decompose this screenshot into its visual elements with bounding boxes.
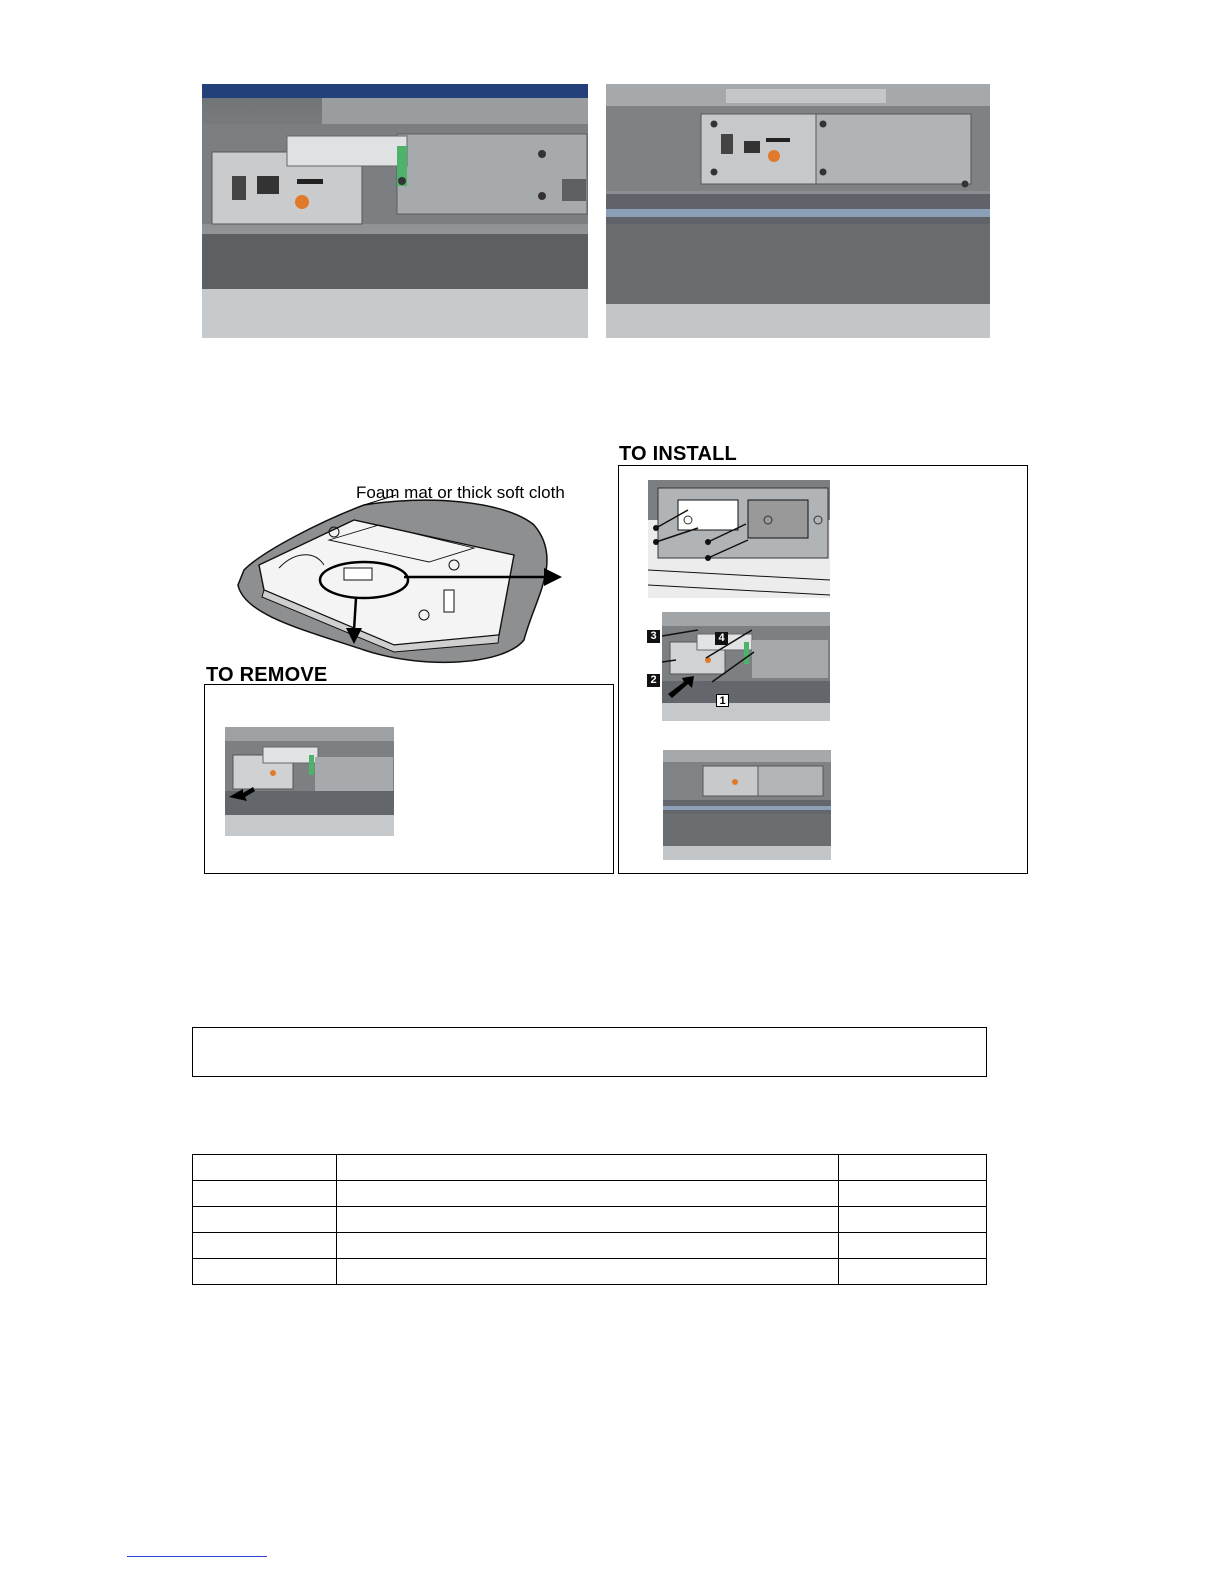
- table-cell: [193, 1207, 337, 1233]
- table-cell: [336, 1181, 838, 1207]
- spec-table: [192, 1154, 987, 1285]
- table-cell: [193, 1181, 337, 1207]
- screw-badge-1: 1: [716, 694, 729, 707]
- remove-heading: TO REMOVE: [206, 664, 328, 686]
- screw-badge-4: 4: [715, 632, 728, 645]
- install-step2-photo: [662, 612, 830, 721]
- photo-board-installed: [606, 84, 990, 338]
- table-cell: [839, 1181, 987, 1207]
- install-heading: TO INSTALL: [619, 443, 737, 465]
- table-cell: [193, 1233, 337, 1259]
- table-row: [193, 1207, 987, 1233]
- photo-board-partially-inserted: [202, 84, 588, 338]
- table-row: [193, 1259, 987, 1285]
- note-box: [192, 1027, 987, 1077]
- table-row: [193, 1181, 987, 1207]
- mat-label: Foam mat or thick soft cloth: [356, 483, 565, 502]
- install-step3-photo: [663, 750, 831, 860]
- footnote-separator: [127, 1556, 267, 1557]
- table-cell: [193, 1259, 337, 1285]
- table-cell: [839, 1207, 987, 1233]
- install-step1-illustration: [648, 480, 830, 598]
- screw-badge-3: 3: [647, 630, 660, 643]
- table-cell: [336, 1155, 838, 1181]
- table-cell: [193, 1155, 337, 1181]
- table-cell: [839, 1259, 987, 1285]
- screw-badge-2: 2: [647, 674, 660, 687]
- display-on-mat-illustration: [204, 440, 604, 680]
- table-cell: [839, 1233, 987, 1259]
- table-cell: [336, 1259, 838, 1285]
- table-row: [193, 1155, 987, 1181]
- table-cell: [336, 1233, 838, 1259]
- table-row: [193, 1233, 987, 1259]
- remove-photo: [225, 727, 394, 836]
- table-cell: [839, 1155, 987, 1181]
- table-cell: [336, 1207, 838, 1233]
